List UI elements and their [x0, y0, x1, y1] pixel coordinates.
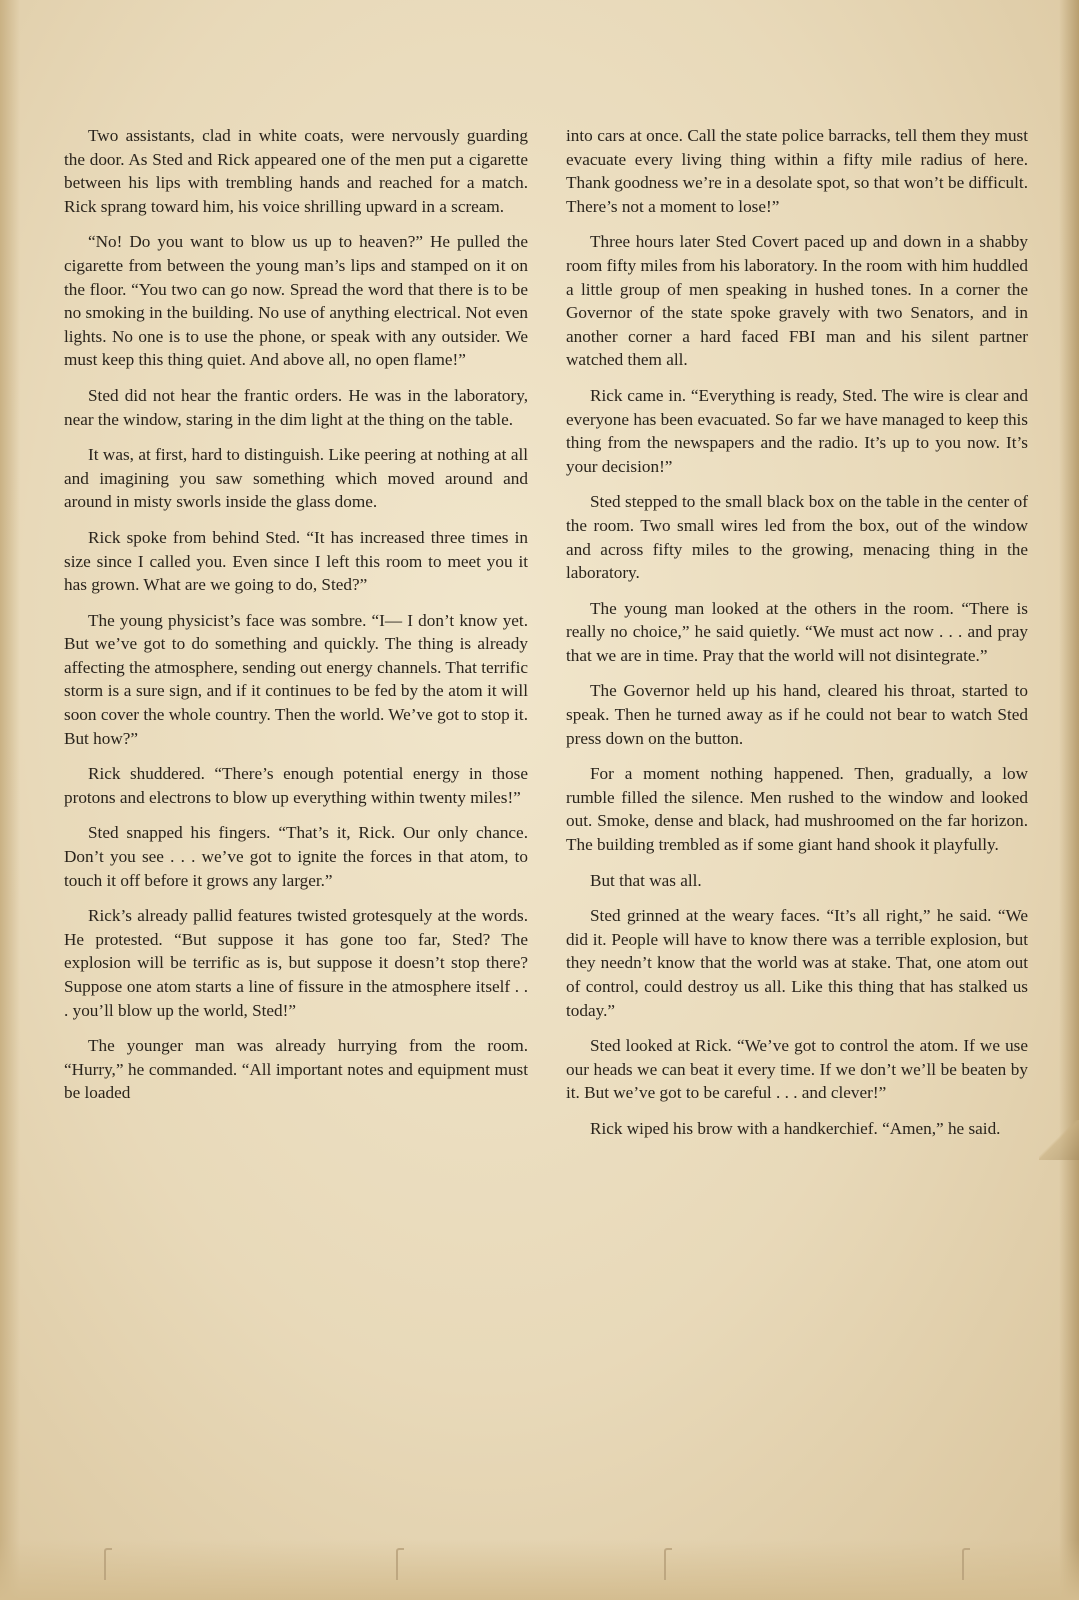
paragraph: Rick shuddered. “There’s enough potential energy in those protons and electrons to blow up everything within twenty miles!”	[64, 764, 528, 807]
paragraph: The young physicist’s face was sombre. “I— I don’t know yet. But we’ve got to do something and quickly. The thing is already affecting the atmosphere, sending out energy channels. That terrific storm is a sure sign, and if it continues to be fed by the atom it will soon cover the whole country. Then the world. We’ve got to stop it. But how?”	[64, 610, 528, 748]
staple-mark	[104, 1548, 112, 1580]
staple-mark	[962, 1548, 970, 1580]
paragraph: Sted stepped to the small black box on the table in the center of the room. Two small wires led from the box, out of the window and across fifty miles to the growing, menacing thing in the laboratory.	[566, 492, 1028, 583]
paragraph: Sted grinned at the weary faces. “It’s all right,” he said. “We did it. People will have to know there was a terrible explosion, but they needn’t know that the world was at stake. That, one atom out of control, could destroy us all. Like this thing that has stalked us today.”	[566, 906, 1028, 1020]
paragraph: “No! Do you want to blow us up to heaven?” He pulled the cigarette from between the young man’s lips and stamped on it on the floor. “You two can go now. Spread the word that there is to be no smoking in the building. No use of anything electrical. Not even lights. No one is to use the phone, or speak with any outsider. We must keep this thing quiet. And above all, no open flame!”	[64, 232, 528, 370]
paragraph: Rick’s already pallid features twisted grotesquely at the words. He protested. “But suppose it has gone too far, Sted? The explosion will be terrific as is, but suppose it doesn’t stop there? Suppose one atom starts a line of fissure in the atmosphere itself . . . you’ll blow up the world, Sted!”	[64, 906, 528, 1020]
staple-mark	[664, 1548, 672, 1580]
paragraph: It was, at first, hard to distinguish. Like peering at nothing at all and imagining you saw something which moved around and around in misty sworls inside the glass dome.	[64, 445, 528, 512]
paragraph: Rick spoke from behind Sted. “It has increased three times in size since I called you. Even since I left this room to meet you it has grown. What are we going to do, Sted?”	[64, 527, 528, 595]
paragraph: Sted looked at Rick. “We’ve got to control the atom. If we use our heads we can beat it every time. If we don’t we’ll be beaten by it. But we’ve got to be careful . . . and clever!”	[566, 1036, 1028, 1103]
paper-tear	[1039, 1120, 1079, 1160]
staple-mark	[396, 1548, 404, 1580]
paragraph: Rick wiped his brow with a handkerchief. “Amen,” he said.	[590, 1118, 1001, 1138]
paper-edge-left	[0, 0, 20, 1600]
paragraph: For a moment nothing happened. Then, gradually, a low rumble filled the silence. Men rushed to the window and looked out. Smoke, dense and black, had mushroomed on the far horizon. The building trembled as if some giant hand shook it playfully.	[566, 764, 1028, 855]
paragraph: But that was all.	[590, 870, 702, 890]
paragraph: into cars at once. Call the state police barracks, tell them they must evacuate every living thing within a fifty mile radius of here. Thank goodness we’re in a desolate spot, so that won’t be difficult. There’s not a moment to lose!”	[566, 126, 1028, 216]
paragraph: Two assistants, clad in white coats, were nervously guarding the door. As Sted and Rick appeared one of the men put a cigarette between his lips with trembling hands and reached for a match. Rick sprang toward him, his voice shrilling upward in a scream.	[64, 126, 528, 216]
paragraph: The young man looked at the others in the room. “There is really no choice,” he said quietly. “We must act now . . . and pray that we are in time. Pray that the world will not disintegrate.”	[566, 598, 1028, 665]
paragraph: The Governor held up his hand, cleared his throat, started to speak. Then he turned away as if he could not bear to watch Sted press down on the button.	[566, 681, 1028, 748]
paper-edge-bottom	[0, 1540, 1079, 1600]
paragraph: Rick came in. “Everything is ready, Sted. The wire is clear and everyone has been evacuated. So far we have managed to keep this thing from the newspapers and the radio. It’s up to you now. It’s your decision!”	[566, 385, 1028, 476]
paragraph: Sted did not hear the frantic orders. He was in the laboratory, near the window, staring in the dim light at the thing on the table.	[64, 385, 528, 429]
right-text-column	[566, 124, 1028, 1153]
left-text-column	[64, 124, 528, 1117]
paragraph: Sted snapped his fingers. “That’s it, Rick. Our only chance. Don’t you see . . . we’ve got to ignite the forces in that atom, to touch it off before it grows any larger.”	[64, 823, 528, 890]
paragraph: The younger man was already hurrying from the room. “Hurry,” he commanded. “All important notes and equipment must be loaded	[64, 1036, 528, 1103]
paper-edge-right	[1059, 0, 1079, 1600]
paragraph: Three hours later Sted Covert paced up and down in a shabby room fifty miles from his laboratory. In the room with him huddled a little group of men speaking in hushed tones. In a corner the Governor of the state spoke gravely with two Senators, and in another corner a hard faced FBI man and his silent partner watched them all.	[566, 232, 1028, 370]
